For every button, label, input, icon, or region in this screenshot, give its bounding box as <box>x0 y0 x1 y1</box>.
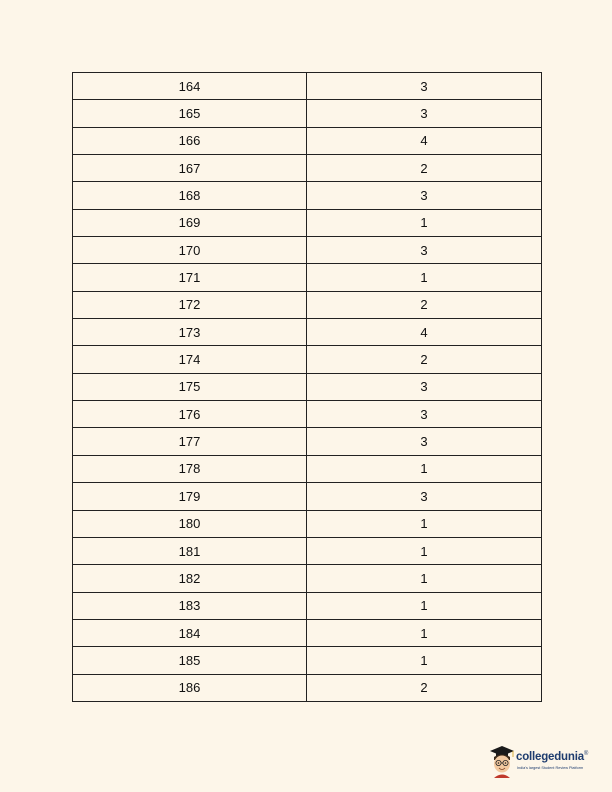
question-number-cell: 169 <box>73 209 307 236</box>
answer-cell: 1 <box>307 565 542 592</box>
answer-cell: 1 <box>307 264 542 291</box>
table-row <box>73 127 542 154</box>
answer-cell: 2 <box>307 674 542 701</box>
answer-cell: 1 <box>307 619 542 646</box>
table-row <box>73 319 542 346</box>
question-number-cell: 166 <box>73 127 307 154</box>
table-row <box>73 537 542 564</box>
table-row <box>73 237 542 264</box>
question-number-cell: 186 <box>73 674 307 701</box>
question-number-cell: 184 <box>73 619 307 646</box>
answer-cell: 1 <box>307 647 542 674</box>
question-number-cell: 171 <box>73 264 307 291</box>
table-row <box>73 100 542 127</box>
logo-wordmark: collegedunia® <box>516 751 589 763</box>
table-row <box>73 455 542 482</box>
answer-cell: 4 <box>307 127 542 154</box>
table-row <box>73 647 542 674</box>
question-number-cell: 181 <box>73 537 307 564</box>
question-number-cell: 173 <box>73 319 307 346</box>
answer-cell: 1 <box>307 455 542 482</box>
table-row <box>73 373 542 400</box>
answer-cell: 1 <box>307 592 542 619</box>
table-row <box>73 346 542 373</box>
table-row <box>73 182 542 209</box>
question-number-cell: 175 <box>73 373 307 400</box>
question-number-cell: 182 <box>73 565 307 592</box>
table-row <box>73 619 542 646</box>
question-number-cell: 180 <box>73 510 307 537</box>
mascot-icon <box>489 744 515 778</box>
answer-cell: 3 <box>307 401 542 428</box>
table-row <box>73 510 542 537</box>
table-row <box>73 674 542 701</box>
table-row <box>73 291 542 318</box>
question-number-cell: 178 <box>73 455 307 482</box>
table-row <box>73 264 542 291</box>
question-number-cell: 176 <box>73 401 307 428</box>
table-row <box>73 592 542 619</box>
answer-cell: 2 <box>307 291 542 318</box>
answer-cell: 3 <box>307 100 542 127</box>
question-number-cell: 170 <box>73 237 307 264</box>
answer-cell: 2 <box>307 155 542 182</box>
question-number-cell: 183 <box>73 592 307 619</box>
logo-tagline: India's largest Student Review Platform <box>517 766 584 770</box>
answer-cell: 1 <box>307 510 542 537</box>
answer-cell: 3 <box>307 483 542 510</box>
table-row <box>73 401 542 428</box>
table-row <box>73 209 542 236</box>
answer-cell: 1 <box>307 537 542 564</box>
question-number-cell: 164 <box>73 73 307 100</box>
question-number-cell: 179 <box>73 483 307 510</box>
table-row <box>73 155 542 182</box>
table-row <box>73 428 542 455</box>
question-number-cell: 168 <box>73 182 307 209</box>
question-number-cell: 177 <box>73 428 307 455</box>
table-row <box>73 483 542 510</box>
table-row <box>73 73 542 100</box>
answer-key-table <box>72 72 542 702</box>
collegedunia-logo <box>489 744 605 778</box>
question-number-cell: 167 <box>73 155 307 182</box>
answer-cell: 3 <box>307 73 542 100</box>
question-number-cell: 185 <box>73 647 307 674</box>
question-number-cell: 174 <box>73 346 307 373</box>
answer-cell: 2 <box>307 346 542 373</box>
answer-cell: 3 <box>307 237 542 264</box>
answer-cell: 3 <box>307 182 542 209</box>
question-number-cell: 165 <box>73 100 307 127</box>
answer-cell: 3 <box>307 428 542 455</box>
table-row <box>73 565 542 592</box>
answer-cell: 1 <box>307 209 542 236</box>
question-number-cell: 172 <box>73 291 307 318</box>
answer-cell: 3 <box>307 373 542 400</box>
answer-key-table-body <box>73 73 542 702</box>
answer-cell: 4 <box>307 319 542 346</box>
